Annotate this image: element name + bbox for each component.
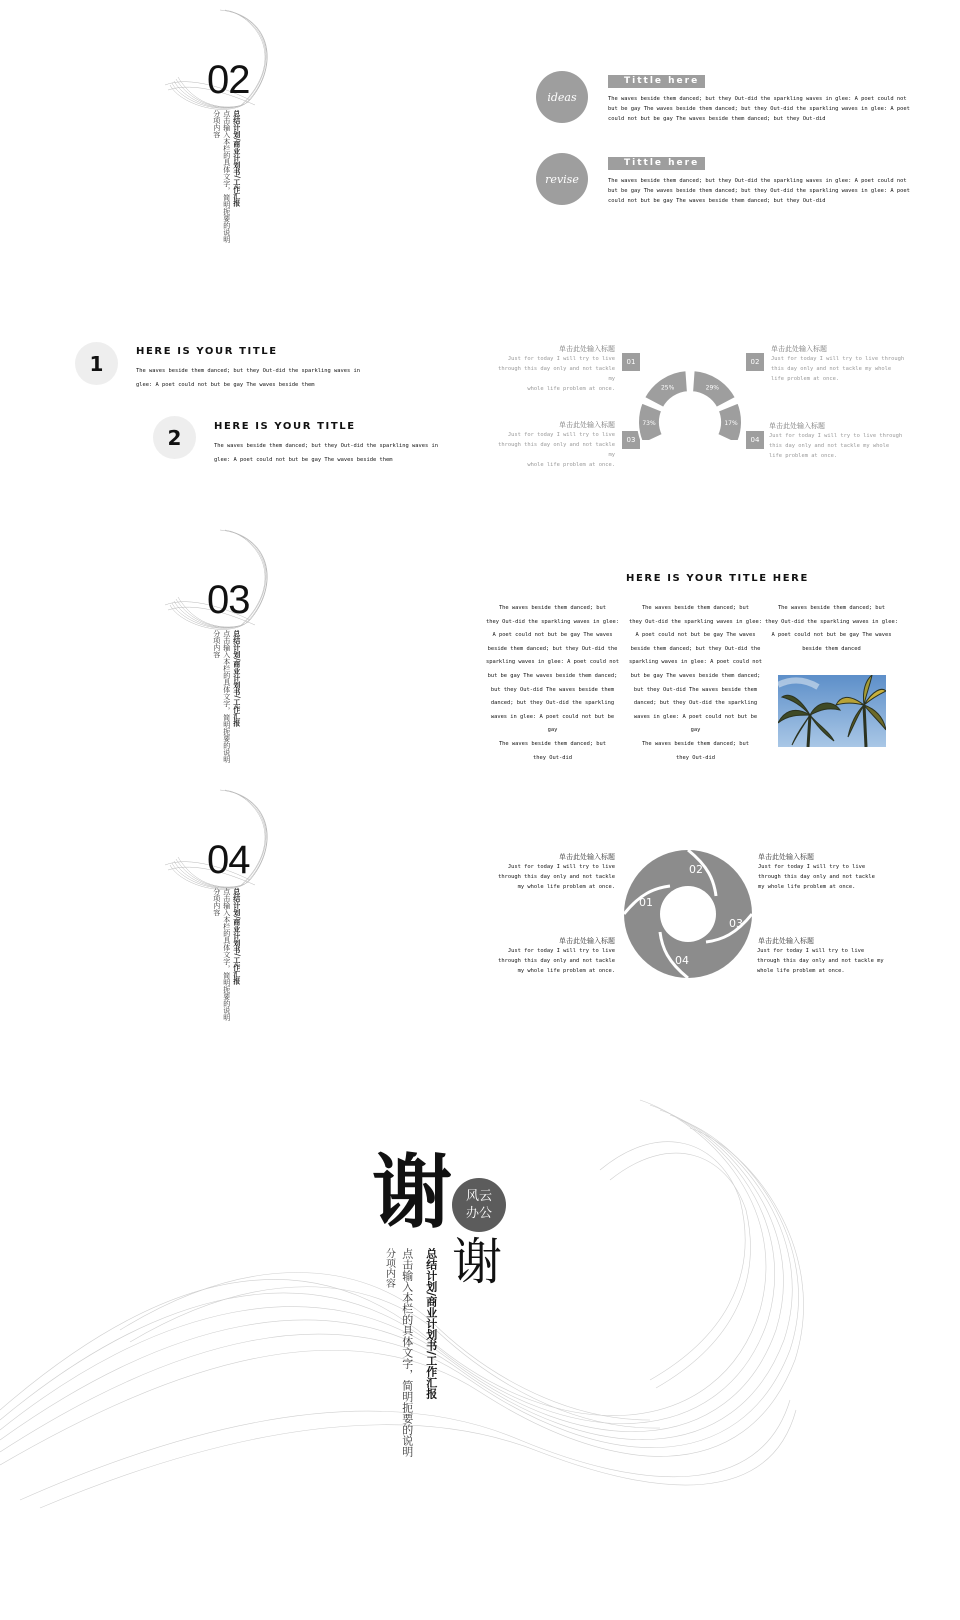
segment-label: 02: [689, 863, 703, 876]
block-text: Just for today I will try to live through this day only and not tackle my whole life problem at once.: [758, 864, 875, 890]
section-description: 点击输入本栏的具体文字，简明扼要的说明: [222, 888, 231, 1021]
block-title: 单击此处输入标题: [559, 937, 615, 945]
section-tag: 分项内容: [212, 630, 221, 658]
block-number: 02: [746, 353, 764, 371]
item-title-bar: Tittle here: [608, 157, 705, 170]
thanks-char: 谢: [372, 1146, 452, 1239]
item-heading: HERE IS YOUR TITLE: [136, 346, 278, 357]
text-column: The waves beside them danced; but they Out-did the sparkling waves in glee: A poet could not but be gay The waves beside them danced; but they Out-did the sparkling waves in glee: A poet could not but be gay The waves beside them danced; but they Out-did The waves beside them danced; but they Out-did the sparkling waves in glee: A poet could not but be gay The waves beside them danced; but they Out-did: [485, 605, 620, 761]
block-title: 单击此处输入标题: [769, 422, 825, 430]
block-number: 03: [622, 431, 640, 449]
block-number: 01: [622, 353, 640, 371]
item-text: The waves beside them danced; but they Out-did the sparkling waves in glee: A poet could not but be gay The waves beside them danced; but they Out-did the sparkling waves in glee: A poet could not but be gay The waves beside them danced; but they Out-did: [608, 96, 910, 122]
slide-title: HERE IS YOUR TITLE HERE: [626, 573, 809, 584]
item-heading: HERE IS YOUR TITLE: [214, 421, 356, 432]
brand-line: 办公: [465, 1206, 492, 1221]
thanks-char: 谢: [452, 1233, 502, 1291]
item-text: The waves beside them danced; but they Out-did the sparkling waves in glee: A poet could not but be gay The waves beside them: [136, 368, 360, 388]
arc-label: 73%: [642, 420, 656, 428]
smoke-wave-decoration: [0, 1080, 960, 1510]
arc-label: 17%: [724, 420, 738, 428]
brand-badge: [452, 1178, 506, 1232]
text-column: The waves beside them danced; but they Out-did the sparkling waves in glee: A poet could not but be gay The waves beside them danced; but they Out-did the sparkling waves in glee: A poet could not but be gay The waves beside them danced; but they Out-did The waves beside them danced; but they Out-did the sparkling waves in glee: A poet could not but be gay The waves beside them danced; but they Out-did: [628, 605, 763, 761]
thanks-subtitle: 总结计划/商业计划书/工作汇报: [424, 1248, 438, 1400]
thanks-description: 点击输入本栏的具体文字，简明扼要的说明: [400, 1248, 414, 1457]
block-title: 单击此处输入标题: [758, 853, 814, 861]
arc-chart: [630, 350, 750, 440]
number-circle: 1: [75, 342, 118, 385]
block-title: 单击此处输入标题: [758, 937, 814, 945]
block-title: 单击此处输入标题: [771, 345, 827, 353]
section-description: 点击输入本栏的具体文字，简明扼要的说明: [222, 630, 231, 763]
block-text: Just for today I will try to live through this day only and not tackle my whole life problem at once.: [757, 948, 884, 974]
arc-label: 25%: [660, 384, 675, 392]
palm-tree-photo: [778, 675, 886, 747]
item-text: The waves beside them danced; but they Out-did the sparkling waves in glee: A poet could not but be gay The waves beside them danced; but they Out-did the sparkling waves in glee: A poet could not but be gay The waves beside them danced; but they Out-did: [608, 178, 910, 204]
section-number: 03: [207, 578, 250, 622]
block-text: Just for today I will try to live through this day only and not tackle my whole life problem at once.: [498, 356, 615, 392]
text-column: The waves beside them danced; but they Out-did the sparkling waves in glee: A poet could not but be gay The waves beside them danced: [764, 605, 899, 652]
ideas-circle: ideas: [536, 71, 588, 123]
block-text: Just for today I will try to live through this day only and not tackle my whole life problem at once.: [498, 432, 615, 468]
arc-label: 29%: [705, 384, 720, 392]
block-text: Just for today I will try to live through this day only and not tackle my whole life problem at once.: [771, 356, 905, 382]
pinwheel-diagram: [620, 846, 756, 982]
section-subtitle: 总结计划/商业计划书/工作汇报: [232, 630, 242, 727]
segment-label: 03: [729, 917, 743, 930]
block-number: 04: [746, 431, 764, 449]
revise-circle: revise: [536, 153, 588, 205]
brand-line: 风云: [465, 1189, 492, 1204]
block-title: 单击此处输入标题: [559, 853, 615, 861]
item-text: The waves beside them danced; but they Out-did the sparkling waves in glee: A poet could not but be gay The waves beside them: [214, 443, 438, 463]
section-description: 点击输入本栏的具体文字，简明扼要的说明: [222, 110, 231, 243]
section-number: 02: [207, 58, 250, 102]
number-circle: 2: [153, 416, 196, 459]
section-tag: 分项内容: [212, 888, 221, 916]
thanks-tag: 分项内容: [383, 1248, 395, 1288]
block-text: Just for today I will try to live through this day only and not tackle my whole life problem at once.: [498, 948, 615, 974]
block-text: Just for today I will try to live through this day only and not tackle my whole life problem at once.: [769, 433, 903, 459]
block-text: Just for today I will try to live through this day only and not tackle my whole life problem at once.: [498, 864, 615, 890]
block-title: 单击此处输入标题: [559, 421, 615, 429]
segment-label: 01: [639, 896, 653, 909]
segment-label: 04: [675, 954, 689, 967]
section-number: 04: [207, 838, 250, 882]
section-subtitle: 总结计划/商业计划书/工作汇报: [232, 888, 242, 985]
block-title: 单击此处输入标题: [559, 345, 615, 353]
section-tag: 分项内容: [212, 110, 221, 138]
section-subtitle: 总结计划/商业计划书/工作汇报: [232, 110, 242, 207]
item-title-bar: Tittle here: [608, 75, 705, 88]
